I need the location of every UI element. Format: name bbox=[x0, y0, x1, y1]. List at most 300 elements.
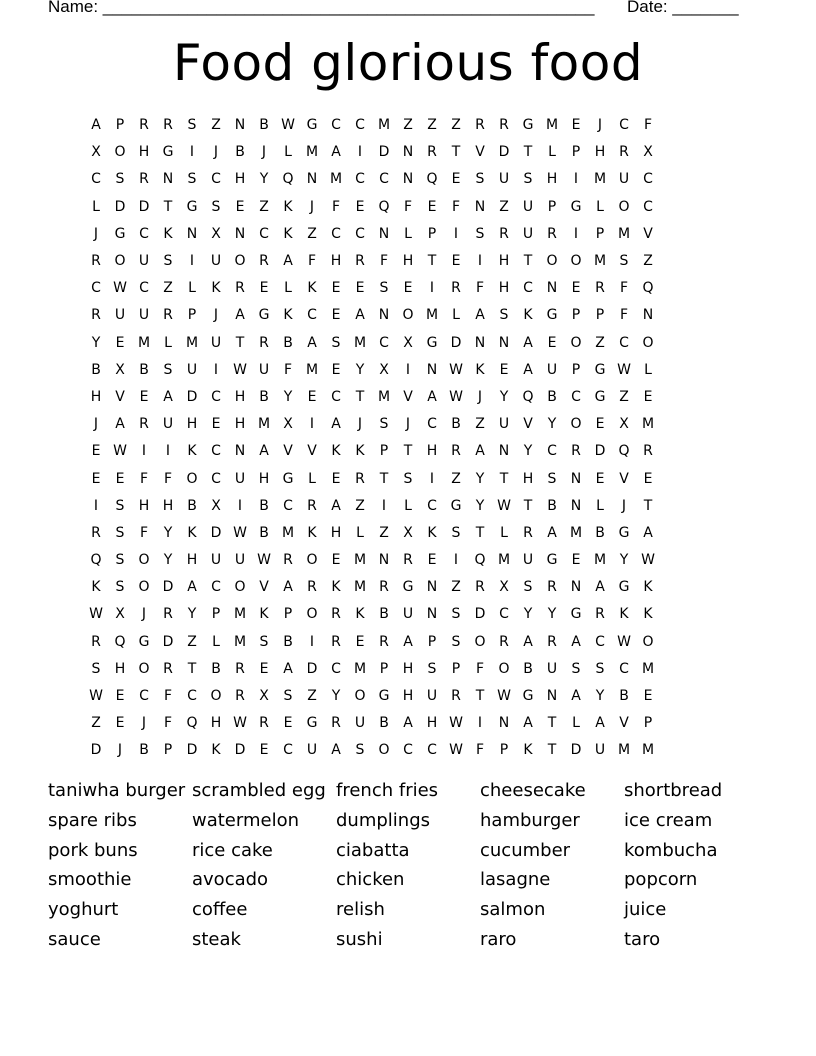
grid-letter: K bbox=[211, 280, 221, 297]
grid-letter: A bbox=[523, 633, 533, 650]
grid-letter: R bbox=[91, 524, 101, 541]
grid-letter: U bbox=[306, 742, 318, 759]
grid-letter: U bbox=[114, 307, 126, 324]
grid-letter: N bbox=[306, 171, 318, 188]
grid-letter: L bbox=[284, 144, 292, 161]
grid-letter: F bbox=[379, 253, 389, 270]
grid-letter: C bbox=[211, 388, 221, 405]
grid-row bbox=[84, 710, 732, 737]
grid-letter: K bbox=[307, 280, 317, 297]
grid-letter: T bbox=[163, 198, 173, 215]
grid-letter: H bbox=[138, 497, 150, 514]
grid-letter: D bbox=[186, 388, 198, 405]
grid-letter: T bbox=[187, 660, 197, 677]
grid-letter: C bbox=[379, 171, 389, 188]
grid-letter: V bbox=[475, 144, 485, 161]
grid-letter: E bbox=[355, 280, 365, 297]
grid-letter: N bbox=[570, 470, 582, 487]
grid-letter: X bbox=[643, 144, 653, 161]
grid-letter: C bbox=[259, 225, 269, 242]
grid-letter: S bbox=[571, 660, 581, 677]
grid-letter: C bbox=[571, 388, 581, 405]
word-list-item: rice cake bbox=[192, 839, 273, 861]
grid-letter: B bbox=[211, 660, 221, 677]
grid-letter: V bbox=[283, 443, 293, 460]
grid-letter: P bbox=[115, 117, 125, 134]
grid-letter: C bbox=[643, 171, 653, 188]
grid-letter: X bbox=[211, 225, 221, 242]
grid-letter: C bbox=[187, 688, 197, 705]
grid-letter: K bbox=[163, 225, 173, 242]
grid-letter: K bbox=[259, 606, 269, 623]
grid-letter: S bbox=[379, 416, 389, 433]
grid-letter: E bbox=[451, 171, 461, 188]
grid-letter: T bbox=[451, 144, 461, 161]
grid-letter: H bbox=[426, 715, 438, 732]
grid-letter: R bbox=[355, 253, 365, 270]
grid-letter: K bbox=[643, 579, 653, 596]
grid-letter: L bbox=[572, 715, 580, 732]
grid-letter: S bbox=[115, 552, 125, 569]
grid-letter: S bbox=[211, 198, 221, 215]
grid-letter: N bbox=[474, 198, 486, 215]
grid-letter: K bbox=[427, 524, 437, 541]
grid-letter: R bbox=[427, 144, 437, 161]
grid-letter: I bbox=[189, 253, 195, 270]
grid-letter: K bbox=[283, 307, 293, 324]
grid-letter: Q bbox=[642, 280, 654, 297]
grid-letter: S bbox=[451, 633, 461, 650]
word-list-item: avocado bbox=[192, 869, 269, 891]
grid-letter: Y bbox=[475, 497, 485, 514]
grid-row bbox=[84, 139, 732, 166]
grid-letter: Z bbox=[427, 117, 437, 134]
grid-letter: Q bbox=[378, 198, 390, 215]
grid-letter: I bbox=[93, 497, 99, 514]
grid-letter: R bbox=[355, 470, 365, 487]
grid-letter: H bbox=[162, 497, 174, 514]
grid-letter: V bbox=[307, 443, 317, 460]
grid-letter: H bbox=[234, 171, 246, 188]
grid-letter: I bbox=[453, 552, 459, 569]
grid-letter: N bbox=[186, 225, 198, 242]
grid-letter: W bbox=[233, 361, 247, 378]
grid-letter: Z bbox=[163, 280, 173, 297]
grid-letter: J bbox=[93, 416, 99, 433]
grid-letter: F bbox=[307, 253, 317, 270]
grid-letter: C bbox=[427, 742, 437, 759]
grid-letter: F bbox=[451, 198, 461, 215]
grid-letter: W bbox=[641, 552, 655, 569]
grid-letter: V bbox=[259, 579, 269, 596]
grid-letter: G bbox=[522, 688, 534, 705]
grid-letter: I bbox=[189, 144, 195, 161]
grid-letter: L bbox=[356, 524, 364, 541]
grid-letter: M bbox=[569, 524, 583, 541]
grid-letter: R bbox=[163, 117, 173, 134]
grid-letter: E bbox=[139, 388, 149, 405]
grid-letter: P bbox=[187, 307, 197, 324]
grid-letter: N bbox=[642, 307, 654, 324]
grid-letter: C bbox=[211, 443, 221, 460]
grid-letter: Q bbox=[282, 171, 294, 188]
grid-letter: K bbox=[619, 606, 629, 623]
grid-letter: U bbox=[402, 606, 414, 623]
grid-letter: J bbox=[309, 198, 315, 215]
grid-letter: Y bbox=[283, 388, 293, 405]
grid-row bbox=[84, 547, 732, 574]
grid-letter: T bbox=[643, 497, 653, 514]
grid-letter: N bbox=[498, 443, 510, 460]
grid-row bbox=[84, 737, 732, 764]
grid-letter: N bbox=[498, 715, 510, 732]
grid-row bbox=[84, 248, 732, 275]
grid-letter: N bbox=[498, 334, 510, 351]
grid-letter: L bbox=[404, 497, 412, 514]
grid-letter: U bbox=[618, 171, 630, 188]
grid-letter: M bbox=[353, 579, 367, 596]
grid-letter: K bbox=[331, 579, 341, 596]
grid-letter: L bbox=[92, 198, 100, 215]
grid-letter: J bbox=[597, 117, 603, 134]
grid-letter: S bbox=[619, 253, 629, 270]
word-list-item: taro bbox=[624, 928, 661, 950]
grid-letter: O bbox=[210, 688, 222, 705]
grid-letter: G bbox=[450, 497, 462, 514]
grid-letter: T bbox=[523, 497, 533, 514]
grid-letter: U bbox=[498, 416, 510, 433]
grid-letter: B bbox=[259, 117, 269, 134]
grid-letter: I bbox=[429, 470, 435, 487]
grid-letter: U bbox=[546, 361, 558, 378]
grid-letter: E bbox=[643, 388, 653, 405]
grid-letter: E bbox=[91, 443, 101, 460]
grid-letter: G bbox=[138, 633, 150, 650]
grid-letter: U bbox=[162, 416, 174, 433]
grid-letter: V bbox=[115, 388, 125, 405]
grid-letter: F bbox=[139, 524, 149, 541]
date-field-label: Date: _______ bbox=[627, 0, 739, 16]
grid-letter: H bbox=[186, 552, 198, 569]
grid-letter: H bbox=[330, 524, 342, 541]
grid-letter: D bbox=[90, 742, 102, 759]
grid-letter: G bbox=[594, 361, 606, 378]
worksheet-header bbox=[48, 0, 748, 19]
grid-letter: Z bbox=[619, 388, 629, 405]
grid-letter: S bbox=[115, 579, 125, 596]
grid-letter: E bbox=[115, 688, 125, 705]
grid-letter: G bbox=[162, 144, 174, 161]
grid-letter: N bbox=[402, 144, 414, 161]
grid-letter: F bbox=[403, 198, 413, 215]
grid-letter: D bbox=[162, 633, 174, 650]
grid-letter: U bbox=[426, 688, 438, 705]
grid-letter: Y bbox=[355, 361, 365, 378]
grid-letter: O bbox=[234, 579, 246, 596]
grid-letter: O bbox=[618, 198, 630, 215]
grid-letter: C bbox=[619, 117, 629, 134]
grid-letter: P bbox=[571, 361, 581, 378]
word-list-item: scrambled egg bbox=[192, 780, 326, 801]
grid-letter: K bbox=[523, 742, 533, 759]
grid-letter: A bbox=[547, 524, 557, 541]
grid-letter: E bbox=[571, 552, 581, 569]
grid-letter: B bbox=[379, 606, 389, 623]
grid-letter: K bbox=[91, 579, 101, 596]
grid-letter: C bbox=[595, 633, 605, 650]
grid-letter: I bbox=[381, 497, 387, 514]
grid-letter: Q bbox=[474, 552, 486, 569]
grid-letter: I bbox=[429, 280, 435, 297]
grid-letter: Z bbox=[643, 253, 653, 270]
grid-letter: Z bbox=[451, 117, 461, 134]
grid-letter: X bbox=[259, 688, 269, 705]
grid-letter: R bbox=[475, 579, 485, 596]
grid-letter: E bbox=[571, 280, 581, 297]
grid-letter: F bbox=[475, 742, 485, 759]
grid-letter: E bbox=[331, 552, 341, 569]
grid-letter: R bbox=[283, 552, 293, 569]
grid-letter: R bbox=[163, 606, 173, 623]
grid-letter: Z bbox=[451, 579, 461, 596]
grid-letter: F bbox=[139, 470, 149, 487]
grid-letter: C bbox=[283, 497, 293, 514]
grid-letter: C bbox=[499, 606, 509, 623]
grid-letter: Z bbox=[595, 334, 605, 351]
grid-letter: R bbox=[331, 606, 341, 623]
grid-letter: E bbox=[331, 361, 341, 378]
grid-letter: P bbox=[283, 606, 293, 623]
grid-letter: E bbox=[547, 334, 557, 351]
grid-letter: L bbox=[596, 497, 604, 514]
grid-letter: G bbox=[522, 117, 534, 134]
grid-letter: T bbox=[475, 524, 485, 541]
grid-letter: S bbox=[379, 280, 389, 297]
grid-letter: U bbox=[258, 361, 270, 378]
grid-letter: L bbox=[284, 280, 292, 297]
grid-letter: E bbox=[259, 660, 269, 677]
grid-letter: C bbox=[331, 225, 341, 242]
grid-letter: G bbox=[618, 579, 630, 596]
grid-letter: E bbox=[115, 334, 125, 351]
grid-row bbox=[84, 601, 732, 628]
grid-letter: A bbox=[331, 497, 341, 514]
grid-letter: E bbox=[331, 470, 341, 487]
grid-letter: A bbox=[403, 715, 413, 732]
grid-letter: D bbox=[474, 606, 486, 623]
grid-letter: R bbox=[139, 171, 149, 188]
grid-letter: P bbox=[499, 742, 509, 759]
grid-letter: U bbox=[186, 361, 198, 378]
grid-letter: C bbox=[523, 280, 533, 297]
grid-letter: W bbox=[233, 524, 247, 541]
grid-row bbox=[84, 384, 732, 411]
grid-letter: A bbox=[427, 388, 437, 405]
word-list-item: coffee bbox=[192, 899, 248, 921]
grid-letter: Z bbox=[211, 117, 221, 134]
word-list-item: popcorn bbox=[624, 869, 698, 891]
grid-letter: K bbox=[283, 198, 293, 215]
word-list-item: taniwha burger bbox=[48, 780, 186, 801]
grid-letter: O bbox=[570, 334, 582, 351]
grid-letter: E bbox=[115, 470, 125, 487]
grid-letter: A bbox=[523, 361, 533, 378]
grid-letter: R bbox=[451, 280, 461, 297]
grid-letter: H bbox=[402, 660, 414, 677]
grid-letter: G bbox=[402, 579, 414, 596]
grid-letter: U bbox=[522, 198, 534, 215]
grid-letter: E bbox=[259, 742, 269, 759]
grid-row bbox=[84, 302, 732, 329]
grid-letter: C bbox=[139, 225, 149, 242]
grid-letter: O bbox=[306, 606, 318, 623]
grid-letter: B bbox=[259, 497, 269, 514]
grid-letter: S bbox=[331, 334, 341, 351]
grid-letter: Q bbox=[186, 715, 198, 732]
grid-letter: R bbox=[235, 688, 245, 705]
grid-letter: C bbox=[547, 443, 557, 460]
grid-letter: E bbox=[355, 633, 365, 650]
grid-letter: E bbox=[331, 280, 341, 297]
grid-letter: M bbox=[233, 633, 247, 650]
grid-letter: R bbox=[403, 552, 413, 569]
grid-letter: C bbox=[91, 280, 101, 297]
grid-letter: Y bbox=[187, 606, 197, 623]
grid-letter: W bbox=[113, 443, 127, 460]
grid-letter: P bbox=[427, 225, 437, 242]
word-list-item: cheesecake bbox=[480, 780, 586, 801]
grid-letter: S bbox=[115, 524, 125, 541]
grid-letter: M bbox=[353, 660, 367, 677]
grid-letter: E bbox=[643, 470, 653, 487]
grid-row bbox=[84, 574, 732, 601]
grid-letter: O bbox=[546, 253, 558, 270]
grid-letter: E bbox=[499, 361, 509, 378]
grid-letter: Y bbox=[475, 470, 485, 487]
grid-letter: R bbox=[235, 280, 245, 297]
grid-letter: N bbox=[426, 579, 438, 596]
grid-letter: B bbox=[139, 361, 149, 378]
word-list-item: relish bbox=[336, 899, 385, 921]
grid-letter: R bbox=[547, 225, 557, 242]
grid-letter: R bbox=[235, 660, 245, 677]
grid-letter: A bbox=[283, 579, 293, 596]
grid-letter: H bbox=[210, 715, 222, 732]
grid-letter: G bbox=[570, 606, 582, 623]
grid-letter: W bbox=[449, 715, 463, 732]
grid-letter: A bbox=[331, 144, 341, 161]
word-list-item: steak bbox=[192, 928, 241, 950]
grid-letter: S bbox=[403, 470, 413, 487]
grid-letter: S bbox=[115, 497, 125, 514]
grid-letter: B bbox=[379, 715, 389, 732]
grid-letter: P bbox=[163, 742, 173, 759]
grid-letter: X bbox=[619, 416, 629, 433]
grid-letter: P bbox=[643, 715, 653, 732]
grid-letter: P bbox=[379, 660, 389, 677]
grid-letter: M bbox=[497, 552, 511, 569]
grid-letter: J bbox=[621, 497, 627, 514]
grid-letter: J bbox=[117, 742, 123, 759]
grid-letter: G bbox=[618, 524, 630, 541]
grid-letter: S bbox=[523, 579, 533, 596]
grid-letter: W bbox=[257, 552, 271, 569]
grid-letter: V bbox=[619, 470, 629, 487]
grid-letter: A bbox=[595, 579, 605, 596]
grid-letter: X bbox=[211, 497, 221, 514]
grid-letter: C bbox=[91, 171, 101, 188]
grid-letter: B bbox=[283, 334, 293, 351]
word-list-item: lasagne bbox=[480, 869, 551, 891]
grid-letter: A bbox=[523, 334, 533, 351]
grid-letter: D bbox=[594, 443, 606, 460]
grid-letter: Z bbox=[187, 633, 197, 650]
grid-letter: L bbox=[548, 144, 556, 161]
grid-letter: I bbox=[309, 633, 315, 650]
grid-letter: C bbox=[643, 198, 653, 215]
grid-letter: O bbox=[234, 253, 246, 270]
grid-letter: U bbox=[522, 552, 534, 569]
grid-letter: Z bbox=[499, 198, 509, 215]
grid-letter: A bbox=[283, 253, 293, 270]
grid-letter: R bbox=[259, 715, 269, 732]
grid-letter: A bbox=[331, 416, 341, 433]
grid-letter: A bbox=[571, 633, 581, 650]
word-list-item: hamburger bbox=[480, 809, 580, 831]
grid-row bbox=[84, 330, 732, 357]
grid-letter: Y bbox=[523, 443, 533, 460]
grid-row bbox=[84, 493, 732, 520]
grid-letter: I bbox=[213, 361, 219, 378]
grid-row bbox=[84, 438, 732, 465]
grid-letter: H bbox=[234, 416, 246, 433]
grid-letter: E bbox=[331, 307, 341, 324]
grid-letter: N bbox=[378, 552, 390, 569]
grid-letter: R bbox=[523, 524, 533, 541]
grid-letter: C bbox=[211, 171, 221, 188]
grid-letter: M bbox=[641, 416, 655, 433]
grid-letter: A bbox=[283, 660, 293, 677]
word-list-item: french fries bbox=[336, 780, 439, 801]
grid-letter: D bbox=[378, 144, 390, 161]
grid-letter: A bbox=[475, 307, 485, 324]
grid-letter: N bbox=[234, 117, 246, 134]
grid-letter: M bbox=[593, 253, 607, 270]
grid-letter: G bbox=[306, 715, 318, 732]
grid-letter: S bbox=[115, 171, 125, 188]
grid-letter: R bbox=[139, 117, 149, 134]
grid-letter: A bbox=[595, 715, 605, 732]
grid-letter: B bbox=[451, 416, 461, 433]
grid-letter: S bbox=[499, 307, 509, 324]
grid-letter: A bbox=[235, 307, 245, 324]
grid-letter: N bbox=[378, 225, 390, 242]
grid-letter: N bbox=[570, 497, 582, 514]
word-list-item: sushi bbox=[336, 928, 383, 950]
grid-letter: T bbox=[499, 470, 509, 487]
word-list-item: watermelon bbox=[192, 809, 299, 831]
grid-letter: P bbox=[547, 198, 557, 215]
grid-letter: O bbox=[306, 552, 318, 569]
grid-letter: T bbox=[475, 688, 485, 705]
grid-letter: L bbox=[308, 470, 316, 487]
grid-letter: B bbox=[619, 688, 629, 705]
grid-row bbox=[84, 112, 732, 139]
grid-letter: P bbox=[571, 307, 581, 324]
grid-letter: T bbox=[523, 144, 533, 161]
grid-letter: Q bbox=[522, 388, 534, 405]
grid-letter: Z bbox=[307, 688, 317, 705]
